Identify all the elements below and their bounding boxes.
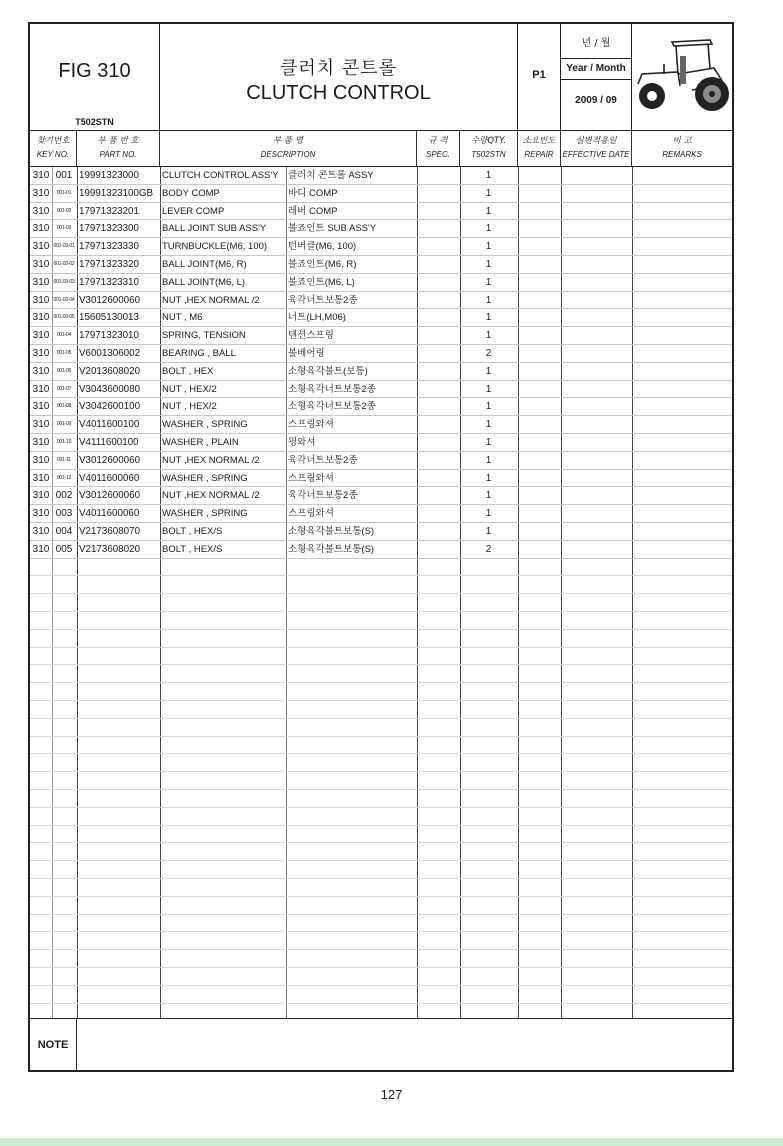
row-description-korean: 턴버클(M6, 100) bbox=[288, 241, 357, 253]
page-number: 127 bbox=[380, 1087, 403, 1102]
table-row bbox=[30, 523, 732, 541]
row-sub-number: 001-03-03 bbox=[53, 278, 75, 285]
row-description-korean: 소형육각볼트보통(S) bbox=[288, 543, 375, 555]
col-key-no-ko: 찾기번호 bbox=[36, 136, 70, 146]
row-fig-number: 310 bbox=[32, 526, 50, 537]
row-fig-number: 310 bbox=[32, 454, 50, 466]
table-row bbox=[30, 238, 732, 256]
row-fig-number: 310 bbox=[32, 490, 50, 502]
table-row bbox=[30, 292, 732, 310]
empty-row bbox=[30, 861, 732, 879]
row-description-korean: 육각너트보통2종 bbox=[288, 294, 358, 306]
row-part-number: V3043600080 bbox=[79, 383, 141, 395]
note-label: NOTE bbox=[30, 1019, 77, 1071]
table-row bbox=[30, 203, 732, 221]
row-quantity: 1 bbox=[485, 490, 492, 502]
row-sub-number: 001-08 bbox=[56, 403, 72, 410]
row-fig-number: 310 bbox=[32, 276, 50, 288]
row-part-number: 15605130013 bbox=[79, 312, 139, 324]
col-qty bbox=[460, 131, 518, 167]
row-sub-number: 001-01 bbox=[56, 189, 72, 196]
empty-row bbox=[30, 576, 732, 594]
table-row bbox=[30, 274, 732, 292]
col-spec-ko: 규 격 bbox=[428, 136, 448, 146]
row-quantity: 1 bbox=[485, 294, 492, 306]
row-quantity: 1 bbox=[485, 330, 492, 342]
row-sub-number: 004 bbox=[55, 526, 73, 537]
row-part-number: V3012600060 bbox=[79, 490, 141, 502]
table-row bbox=[30, 345, 732, 363]
row-description-english: WASHER , SPRING bbox=[162, 472, 248, 484]
empty-row bbox=[30, 737, 732, 755]
row-description-english: NUT , HEX/2 bbox=[162, 401, 217, 413]
row-part-number: V2173608070 bbox=[79, 526, 141, 537]
row-quantity: 1 bbox=[485, 472, 492, 484]
row-description-english: WASHER , PLAIN bbox=[162, 437, 239, 448]
row-description-english: SPRING, TENSION bbox=[162, 330, 246, 342]
row-description-english: CLUTCH CONTROL ASS'Y bbox=[162, 170, 279, 181]
row-fig-number: 310 bbox=[32, 259, 50, 270]
row-part-number: 17971323320 bbox=[79, 259, 139, 270]
empty-row bbox=[30, 559, 732, 577]
empty-row bbox=[30, 986, 732, 1004]
empty-row bbox=[30, 915, 732, 933]
row-part-number: 17971323010 bbox=[79, 330, 139, 342]
row-description-korean: 육각너트보통2종 bbox=[288, 454, 358, 466]
row-fig-number: 310 bbox=[32, 419, 50, 431]
table-row bbox=[30, 220, 732, 238]
col-repair-ko: 소요빈도 bbox=[522, 136, 556, 146]
row-fig-number: 310 bbox=[32, 170, 50, 181]
row-quantity: 1 bbox=[485, 401, 492, 413]
row-fig-number: 310 bbox=[32, 241, 50, 253]
empty-row bbox=[30, 790, 732, 808]
row-description-korean: 소형육각볼트보통(S) bbox=[288, 526, 375, 537]
row-fig-number: 310 bbox=[32, 294, 50, 306]
row-fig-number: 310 bbox=[32, 205, 50, 217]
row-description-korean: 볼죠인트 SUB ASS'Y bbox=[288, 223, 377, 235]
row-sub-number: 001-09 bbox=[56, 421, 72, 428]
row-sub-number: 001-02 bbox=[56, 207, 72, 214]
table-row bbox=[30, 327, 732, 345]
row-fig-number: 310 bbox=[32, 187, 50, 199]
row-quantity: 1 bbox=[485, 508, 492, 520]
row-quantity: 1 bbox=[485, 241, 492, 253]
title-english: CLUTCH CONTROL bbox=[246, 82, 431, 104]
table-row bbox=[30, 363, 732, 381]
empty-row bbox=[30, 594, 732, 612]
row-description-english: BALL JOINT(M6, R) bbox=[162, 259, 247, 270]
row-description-korean: 바디 COMP bbox=[288, 187, 338, 199]
row-part-number: V3012600060 bbox=[79, 294, 141, 306]
col-spec bbox=[417, 131, 460, 167]
empty-row bbox=[30, 772, 732, 790]
empty-row bbox=[30, 897, 732, 915]
row-description-english: BOLT , HEX/S bbox=[162, 543, 223, 555]
row-description-english: NUT , HEX/2 bbox=[162, 383, 217, 395]
col-effective-date-en: EFFECTIVE DATE bbox=[562, 150, 630, 159]
row-fig-number: 310 bbox=[32, 330, 50, 342]
row-part-number: V3042600100 bbox=[79, 401, 141, 413]
row-part-number: V3012600060 bbox=[79, 454, 141, 466]
row-description-english: BOLT , HEX bbox=[162, 365, 214, 377]
empty-row bbox=[30, 648, 732, 666]
row-description-english: WASHER , SPRING bbox=[162, 419, 248, 431]
table-row bbox=[30, 505, 732, 523]
date-label-korean: 년 / 월 bbox=[581, 38, 611, 49]
sheet-header bbox=[30, 24, 732, 131]
col-part-no bbox=[77, 131, 160, 167]
table-row bbox=[30, 541, 732, 559]
table-row bbox=[30, 381, 732, 399]
row-sub-number: 001-05 bbox=[56, 350, 72, 356]
table-row bbox=[30, 487, 732, 505]
row-sub-number: 001-07 bbox=[56, 385, 72, 392]
col-effective-date bbox=[561, 131, 632, 167]
row-sub-number: 001-11 bbox=[57, 456, 71, 463]
empty-row bbox=[30, 879, 732, 897]
row-description-korean: 소형육각너트보통2종 bbox=[288, 401, 376, 413]
col-description bbox=[160, 131, 417, 167]
col-key-no-en: KEY NO. bbox=[36, 150, 70, 159]
row-fig-number: 310 bbox=[32, 401, 50, 413]
note-section bbox=[30, 1018, 732, 1070]
empty-row bbox=[30, 612, 732, 630]
row-quantity: 1 bbox=[485, 259, 492, 270]
row-sub-number: 005 bbox=[55, 543, 73, 555]
row-description-korean: 소형육각너트보통2종 bbox=[288, 383, 376, 395]
row-description-korean: 클러치 콘트롤 ASSY bbox=[288, 170, 374, 181]
table-row bbox=[30, 185, 732, 203]
row-fig-number: 310 bbox=[32, 223, 50, 235]
row-description-english: BODY COMP bbox=[162, 187, 220, 199]
row-description-korean: 스프링와셔 bbox=[288, 508, 334, 520]
row-quantity: 1 bbox=[485, 205, 492, 217]
bottom-band bbox=[0, 1138, 783, 1146]
table-row bbox=[30, 452, 732, 470]
row-sub-number: 001-03-02 bbox=[53, 261, 75, 267]
table-row bbox=[30, 398, 732, 416]
row-description-english: WASHER , SPRING bbox=[162, 508, 248, 520]
empty-row bbox=[30, 630, 732, 648]
row-sub-number: 001-03-01 bbox=[53, 243, 75, 250]
figure-number: FIG 310 bbox=[58, 60, 131, 82]
row-fig-number: 310 bbox=[32, 383, 50, 395]
table-row bbox=[30, 309, 732, 327]
row-quantity: 1 bbox=[485, 276, 492, 288]
col-repair-en: REPAIR bbox=[524, 150, 554, 159]
row-fig-number: 310 bbox=[32, 543, 50, 555]
row-quantity: 1 bbox=[485, 454, 492, 466]
row-sub-number: 001-06 bbox=[56, 367, 72, 374]
row-description-korean: 평와셔 bbox=[288, 437, 316, 448]
row-part-number: V4011600060 bbox=[79, 472, 140, 484]
table-row bbox=[30, 167, 732, 185]
row-description-english: NUT ,HEX NORMAL /2 bbox=[162, 294, 260, 306]
empty-row bbox=[30, 826, 732, 844]
row-description-english: NUT ,HEX NORMAL /2 bbox=[162, 490, 260, 502]
row-description-korean: 볼베어링 bbox=[288, 348, 325, 359]
table-row bbox=[30, 256, 732, 274]
row-description-english: NUT , M6 bbox=[162, 312, 203, 324]
empty-row bbox=[30, 932, 732, 950]
col-part-no-en: PART NO. bbox=[99, 150, 137, 159]
row-description-korean: 너트(LH,M06) bbox=[288, 312, 346, 324]
row-quantity: 2 bbox=[485, 543, 492, 555]
date-label-english: Year / Month bbox=[561, 58, 631, 80]
empty-row bbox=[30, 719, 732, 737]
empty-row bbox=[30, 683, 732, 701]
row-description-english: LEVER COMP bbox=[162, 205, 225, 217]
title-korean: 클러치 콘트롤 bbox=[279, 58, 398, 79]
row-part-number: 19991323000 bbox=[79, 170, 139, 181]
row-description-korean: 볼죠인트(M6, L) bbox=[288, 276, 355, 288]
col-description-ko: 부 품 명 bbox=[272, 136, 304, 146]
col-effective-date-ko: 실변적용일 bbox=[575, 136, 617, 146]
row-description-english: BOLT , HEX/S bbox=[162, 526, 223, 537]
table-row bbox=[30, 416, 732, 434]
row-part-number: V4011600060 bbox=[79, 508, 140, 520]
row-quantity: 1 bbox=[485, 526, 492, 537]
row-part-number: V4111600100 bbox=[79, 437, 139, 448]
row-fig-number: 310 bbox=[32, 312, 50, 324]
row-fig-number: 310 bbox=[32, 508, 50, 520]
row-fig-number: 310 bbox=[32, 437, 50, 448]
col-qty-ko: 수량QTY. bbox=[470, 136, 507, 146]
row-part-number: 17971323330 bbox=[79, 241, 139, 253]
row-description-english: TURNBUCKLE(M6, 100) bbox=[162, 241, 268, 253]
row-sub-number: 003 bbox=[55, 508, 73, 520]
empty-row bbox=[30, 843, 732, 861]
row-quantity: 1 bbox=[485, 223, 492, 235]
row-description-english: BEARING , BALL bbox=[162, 348, 236, 359]
row-quantity: 2 bbox=[485, 348, 492, 359]
row-part-number: V2013608020 bbox=[79, 365, 141, 377]
row-description-english: NUT ,HEX NORMAL /2 bbox=[162, 454, 260, 466]
row-description-korean: 텐션스프링 bbox=[288, 330, 334, 342]
row-part-number: 17971323201 bbox=[79, 205, 139, 217]
table-row bbox=[30, 470, 732, 488]
row-part-number: V6001306002 bbox=[79, 348, 141, 359]
date-value: 2009 / 09 bbox=[575, 95, 617, 106]
row-sub-number: 001-10 bbox=[56, 439, 72, 445]
row-fig-number: 310 bbox=[32, 365, 50, 377]
col-remarks-en: REMARKS bbox=[662, 150, 702, 159]
tractor-icon bbox=[632, 24, 732, 131]
row-quantity: 1 bbox=[485, 187, 492, 199]
table-row bbox=[30, 434, 732, 452]
row-sub-number: 001-03-04 bbox=[53, 296, 75, 303]
col-spec-en: SPEC. bbox=[425, 150, 450, 159]
parts-table-body bbox=[30, 167, 732, 1018]
empty-row bbox=[30, 950, 732, 968]
row-part-number: 17971323310 bbox=[79, 276, 139, 288]
empty-row bbox=[30, 665, 732, 683]
row-quantity: 1 bbox=[485, 383, 492, 395]
col-qty-en: T502STN bbox=[471, 150, 506, 159]
row-part-number: 19991323100GB bbox=[79, 187, 154, 199]
row-sub-number: 002 bbox=[55, 490, 73, 502]
col-part-no-ko: 부 품 번 호 bbox=[97, 136, 139, 146]
column-headers bbox=[30, 131, 732, 167]
row-quantity: 1 bbox=[485, 365, 492, 377]
col-description-en: DESCRIPTION bbox=[260, 150, 316, 159]
row-description-korean: 육각너트보통2종 bbox=[288, 490, 358, 502]
empty-row bbox=[30, 701, 732, 719]
row-description-english: BALL JOINT(M6, L) bbox=[162, 276, 246, 288]
row-fig-number: 310 bbox=[32, 348, 50, 359]
row-quantity: 1 bbox=[485, 170, 492, 181]
page-id: P1 bbox=[532, 69, 546, 81]
row-description-korean: 레버 COMP bbox=[288, 205, 338, 217]
title-box bbox=[160, 24, 518, 131]
col-remarks-ko: 비 고 bbox=[672, 136, 692, 146]
logo-box bbox=[632, 24, 732, 131]
figure-box bbox=[30, 24, 160, 131]
parts-sheet bbox=[28, 22, 734, 1072]
date-box bbox=[561, 24, 632, 131]
row-sub-number: 001-03 bbox=[56, 225, 72, 232]
col-key-no bbox=[30, 131, 77, 167]
col-remarks bbox=[632, 131, 732, 167]
page-id-box bbox=[518, 24, 561, 131]
row-description-english: BALL JOINT SUB ASS'Y bbox=[162, 223, 267, 235]
row-sub-number: 001-03-05 bbox=[53, 314, 75, 321]
row-description-korean: 스프링와셔 bbox=[288, 419, 334, 431]
empty-row bbox=[30, 808, 732, 826]
row-part-number: V4011600100 bbox=[79, 419, 140, 431]
col-repair bbox=[518, 131, 561, 167]
row-sub-number: 001-04 bbox=[56, 332, 72, 339]
row-quantity: 1 bbox=[485, 419, 492, 431]
model-code: T502STN bbox=[75, 117, 114, 127]
row-description-korean: 스프링와셔 bbox=[288, 472, 334, 484]
row-description-korean: 소형육각볼트(보통) bbox=[288, 365, 368, 377]
row-part-number: 17971323300 bbox=[79, 223, 139, 235]
row-quantity: 1 bbox=[485, 312, 492, 324]
empty-row bbox=[30, 754, 732, 772]
row-sub-number: 001-12 bbox=[56, 474, 72, 481]
row-quantity: 1 bbox=[485, 437, 492, 448]
row-description-korean: 볼죠인트(M6, R) bbox=[288, 259, 357, 270]
row-part-number: V2173608020 bbox=[79, 543, 141, 555]
row-sub-number: 001 bbox=[55, 170, 73, 181]
row-fig-number: 310 bbox=[32, 472, 50, 484]
empty-row bbox=[30, 968, 732, 986]
